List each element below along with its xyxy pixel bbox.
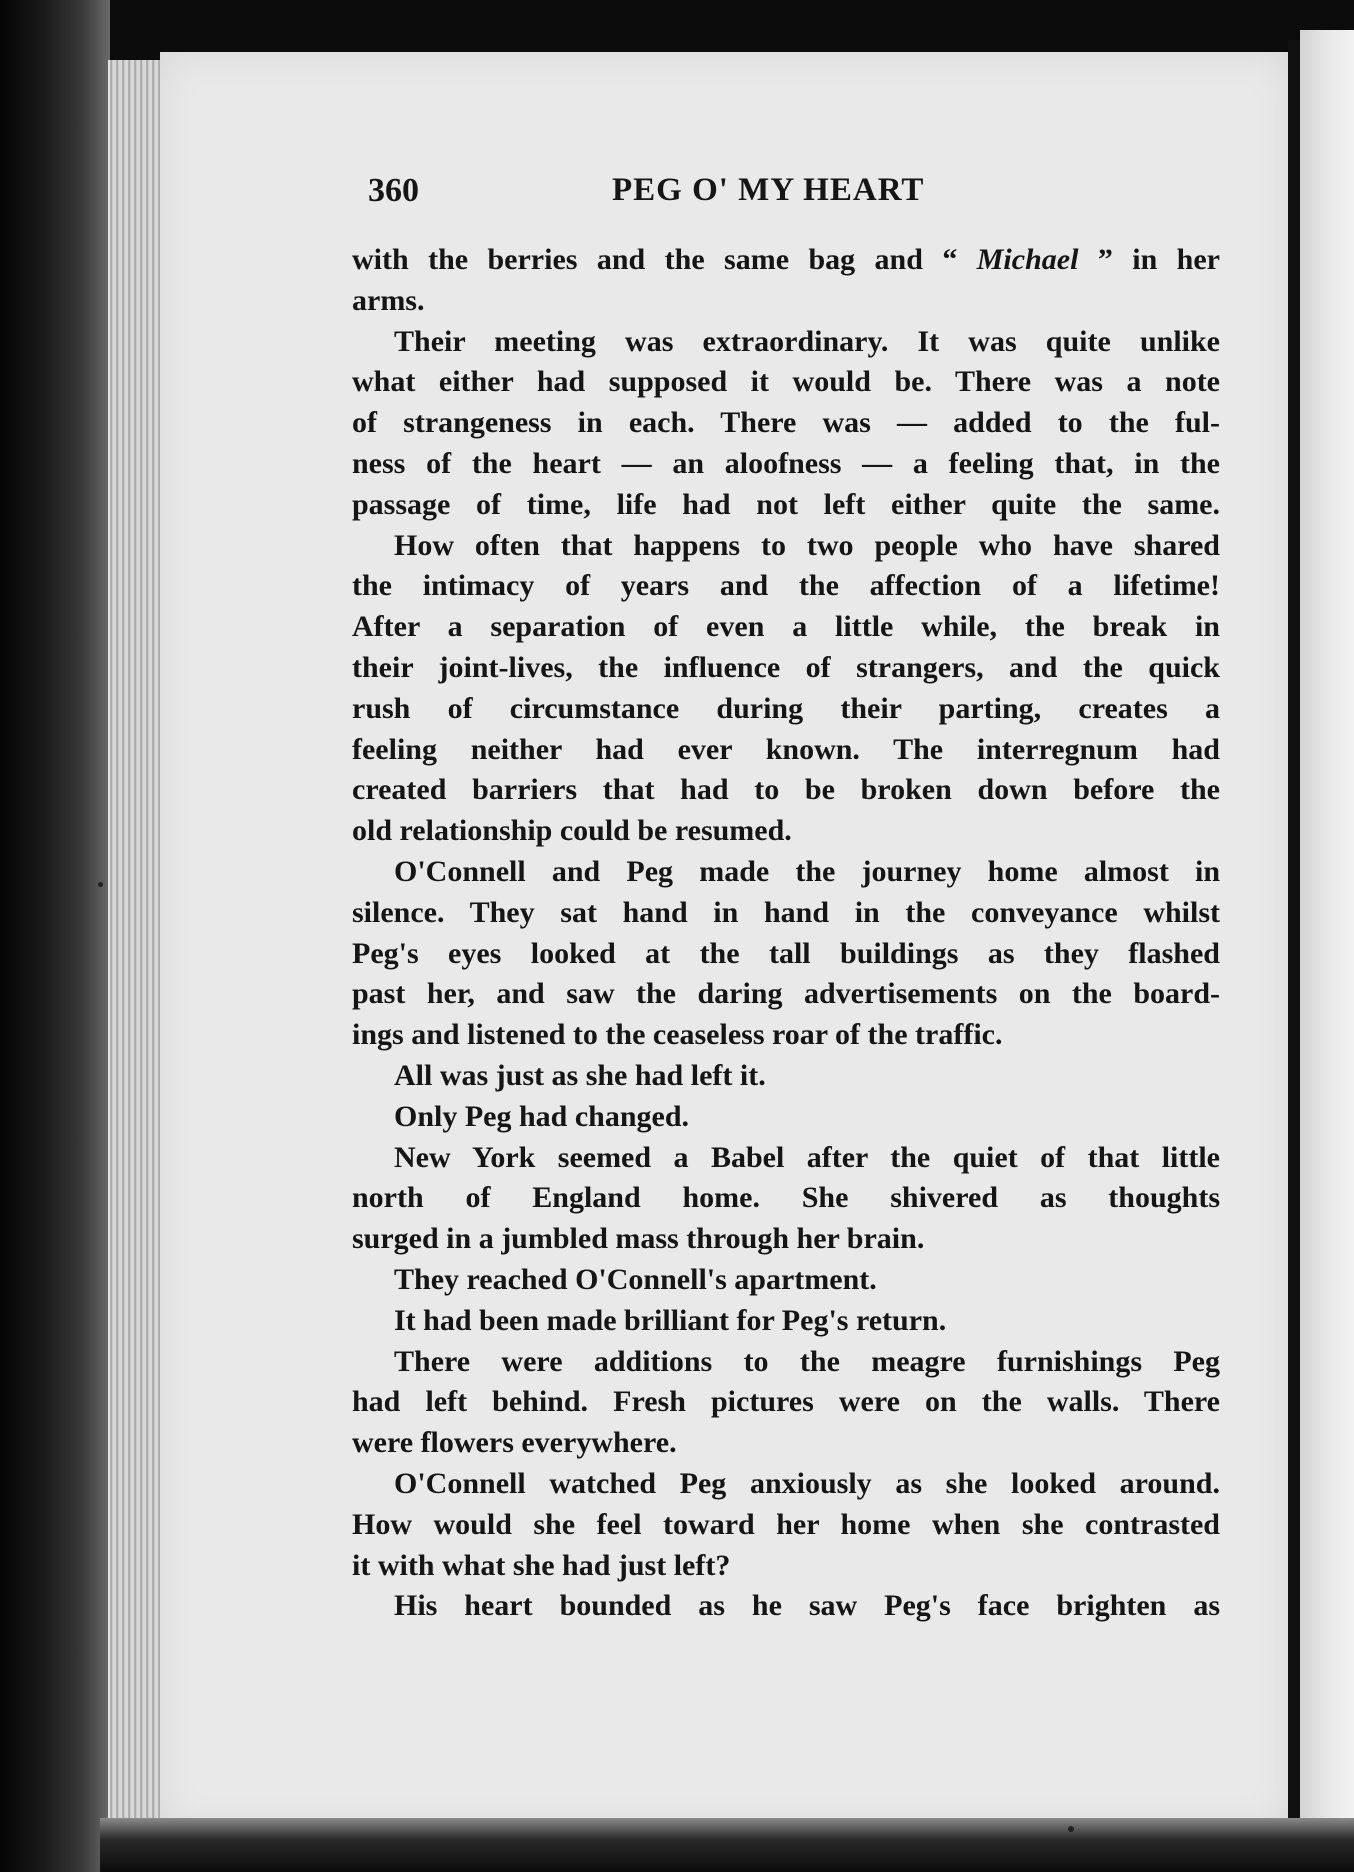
text-line: the intimacy of years and the affection of a lifetime! (352, 569, 1220, 603)
scan-speck (1068, 1826, 1074, 1832)
text-line: with the berries and the same bag and “ Michael ” in her (352, 243, 1220, 276)
paragraph-start-line: Only Peg had changed. (394, 1099, 690, 1133)
text-line: rush of circumstance during their parting, creates a (352, 691, 1220, 725)
paragraph-start-line: It had been made brilliant for Peg's return. (394, 1303, 947, 1337)
facing-page-edge (1300, 30, 1354, 1840)
emphasis-michael: Michael (976, 243, 1079, 276)
text-line: their joint-lives, the influence of strangers, and the quick (352, 650, 1220, 684)
paragraph-start-line: Their meeting was extraordinary. It was quite unlike (394, 324, 1220, 358)
text-line: surged in a jumbled mass through her brain. (352, 1222, 925, 1256)
text-line: north of England home. She shivered as thoughts (352, 1181, 1220, 1215)
page-number: 360 (368, 172, 419, 209)
text-line: had left behind. Fresh pictures were on the walls. There (352, 1385, 1220, 1419)
paragraph-start-line: O'Connell watched Peg anxiously as she looked around. (394, 1466, 1220, 1500)
text-line: After a separation of even a little while, the break in (352, 610, 1220, 644)
text-line: ings and listened to the ceaseless roar of the traffic. (352, 1018, 1003, 1052)
text-line: were flowers everywhere. (352, 1426, 677, 1460)
body-text (352, 240, 1220, 1627)
page-gutter (1288, 40, 1300, 1830)
text-line: old relationship could be resumed. (352, 814, 792, 848)
text-line: Peg's eyes looked at the tall buildings as they flashed (352, 936, 1220, 970)
text-line: passage of time, life had not left either quite the same. (352, 487, 1220, 521)
text-line: of strangeness in each. There was — added to the ful- (352, 406, 1220, 440)
text-line: How would she feel toward her home when she contrasted (352, 1507, 1220, 1541)
scan-speck (98, 882, 103, 887)
paragraph-start-line: New York seemed a Babel after the quiet of that little (394, 1140, 1220, 1174)
paragraph-start-line: There were additions to the meagre furnishings Peg (394, 1344, 1220, 1378)
page-edges (108, 60, 168, 1830)
running-title: PEG O' MY HEART (612, 172, 925, 208)
text-line: ness of the heart — an aloofness — a feeling that, in the (352, 446, 1220, 480)
paragraph-start-line: They reached O'Connell's apartment. (394, 1262, 877, 1296)
paragraph-start-line: His heart bounded as he saw Peg's face brighten as (394, 1589, 1220, 1623)
text-line: created barriers that had to be broken down before the (352, 773, 1220, 807)
text-line: feeling neither had ever known. The interregnum had (352, 732, 1220, 766)
text-line: silence. They sat hand in hand in the conveyance whilst (352, 895, 1220, 929)
paragraph-start-line: O'Connell and Peg made the journey home almost in (394, 854, 1220, 888)
text-line: it with what she had just left? (352, 1548, 731, 1582)
text-line: arms. (352, 283, 425, 317)
paragraph-start-line: All was just as she had left it. (394, 1058, 766, 1092)
text-line: what either had supposed it would be. There was a note (352, 365, 1220, 399)
page-header (368, 172, 968, 222)
book-binding-shadow (0, 0, 110, 1872)
bottom-shadow (100, 1818, 1354, 1872)
paragraph-start-line: How often that happens to two people who have shared (394, 528, 1220, 562)
text-line: past her, and saw the daring advertisements on the board- (352, 977, 1220, 1011)
